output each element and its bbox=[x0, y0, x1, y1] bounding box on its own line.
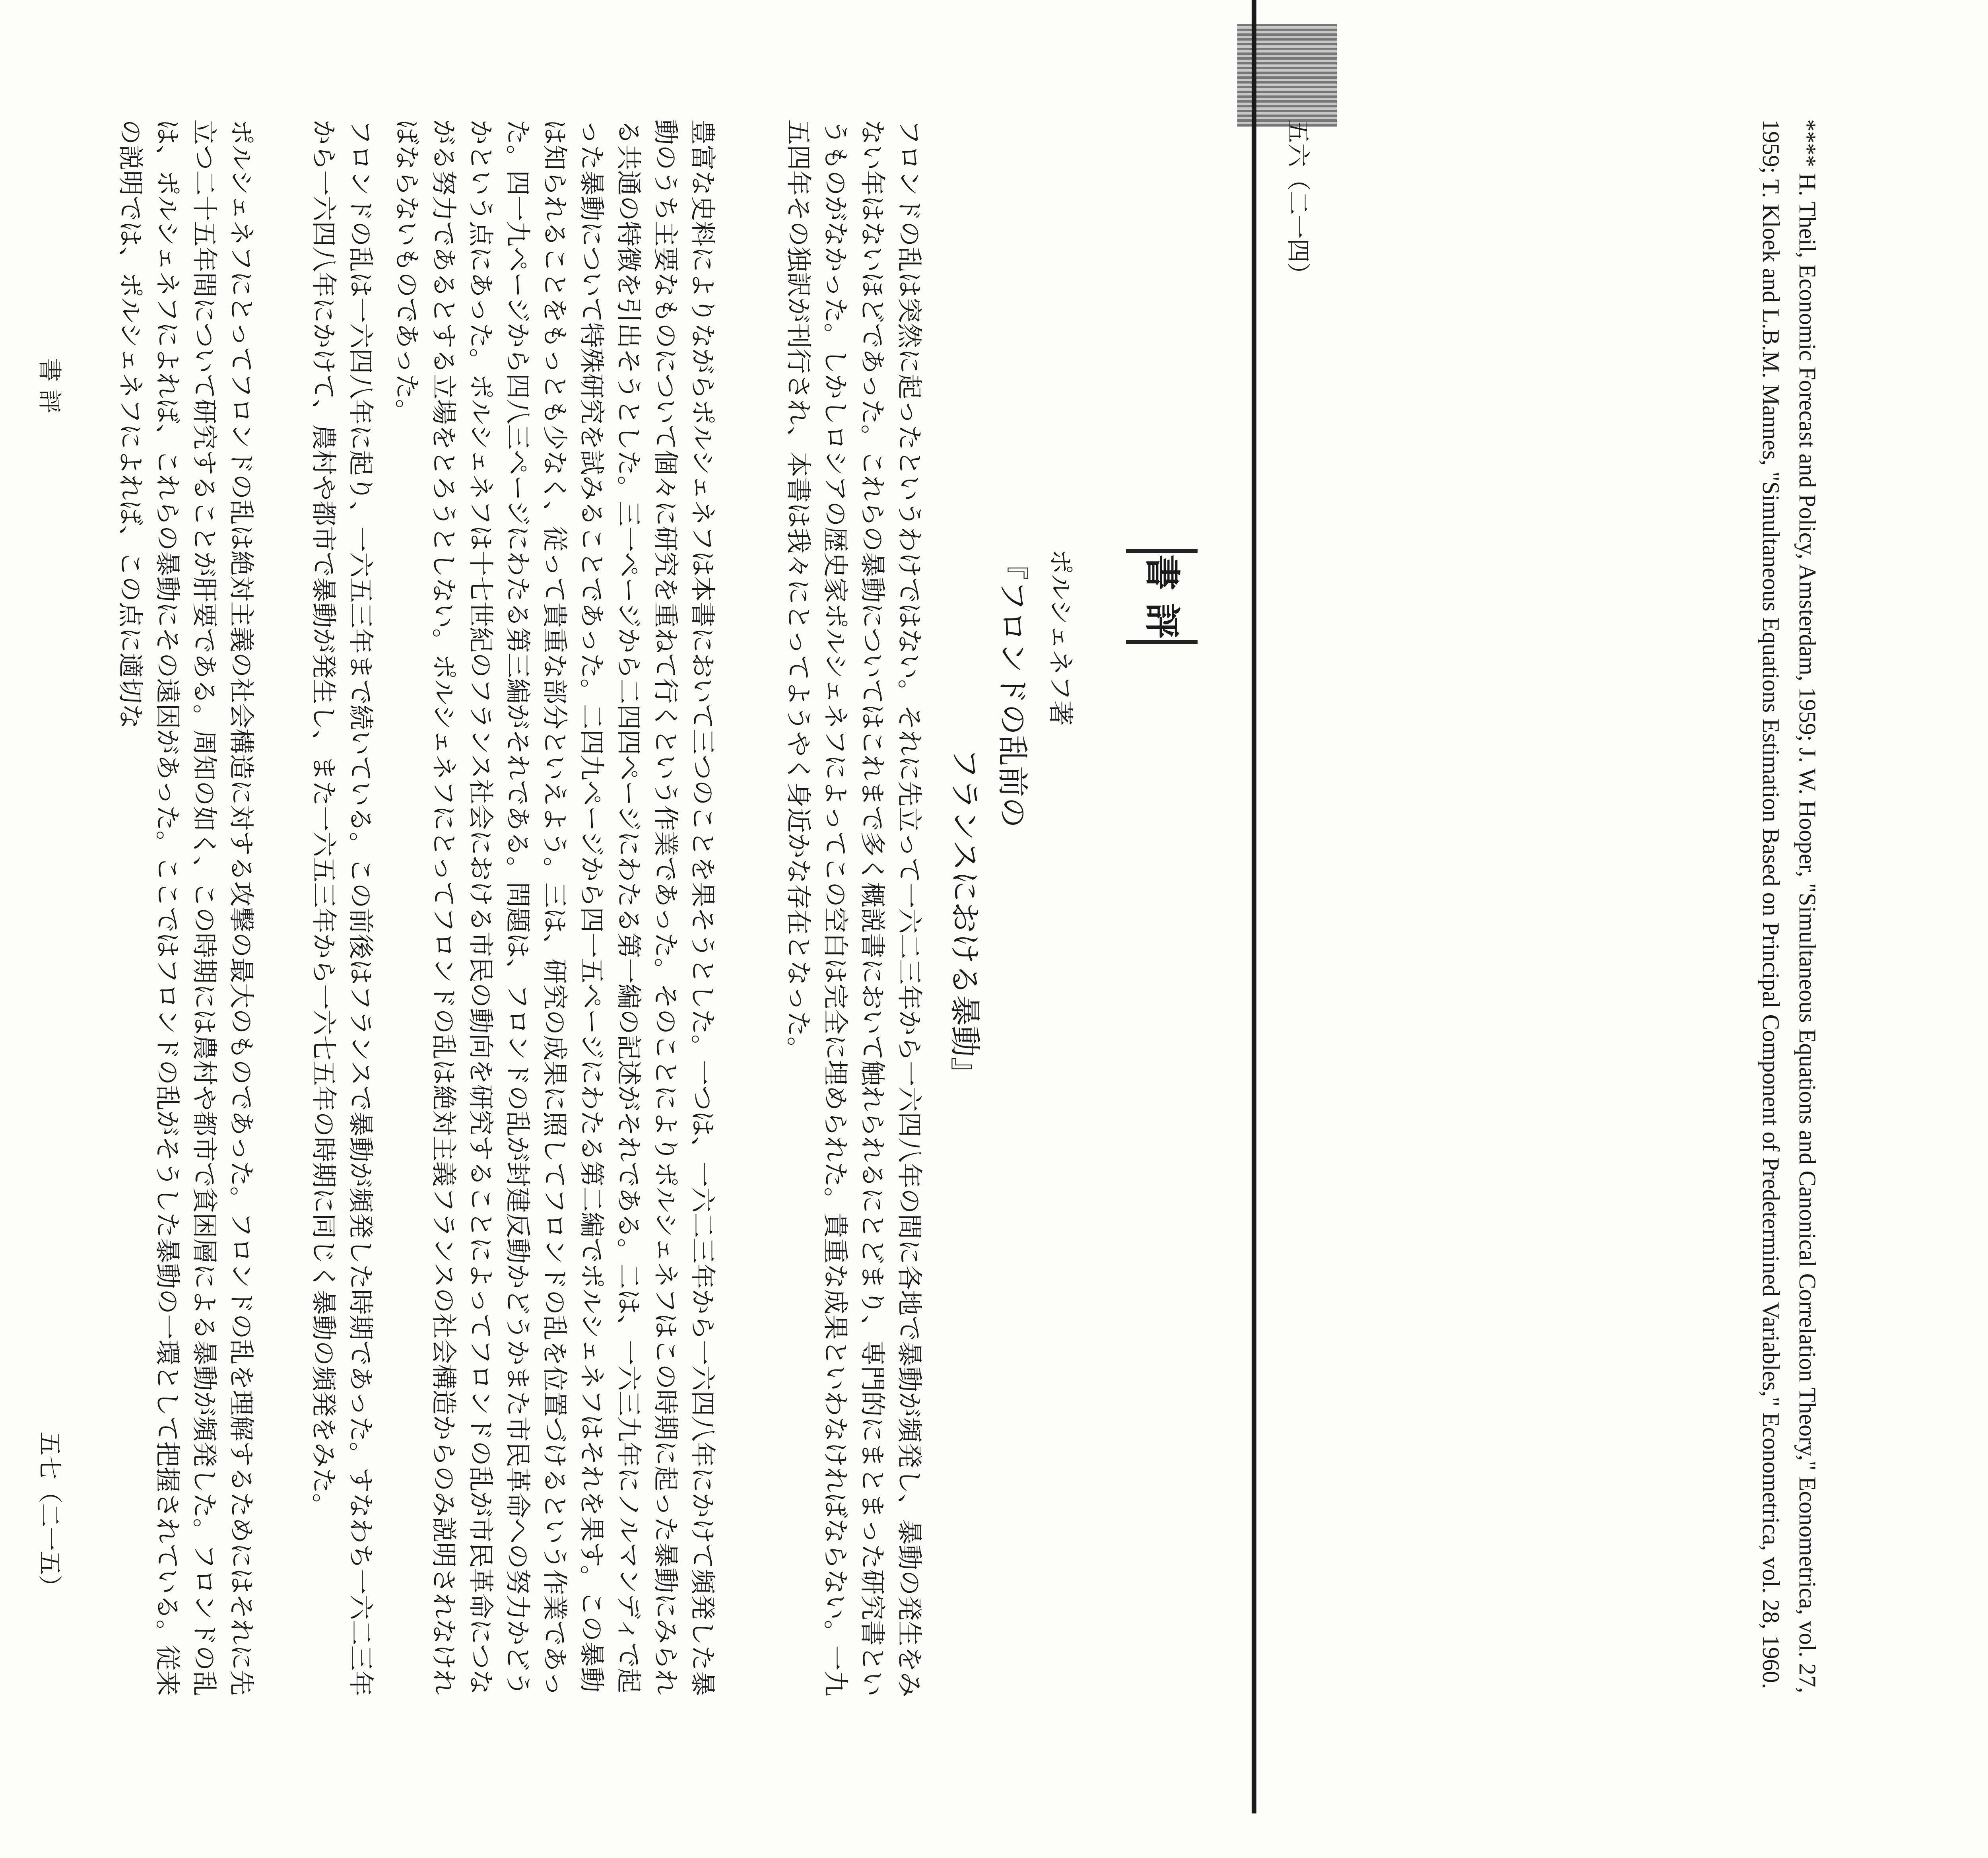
left-page-number: 五六（二一四） bbox=[1284, 119, 1312, 286]
footnote-4: **** H. Theil, Economic Forecast and Policy, Amsterdam, 1959; J. W. Hooper, "Simultaneous Equations and Canonical Correlation Theory," Econometrica, vol. 27, 1959; T. Kloek and L.B.M. Mannes, "Simultaneous Equations Estimation Based on Principal Component of Predetermined Variables," Econometrica, vol. 28, 1960. bbox=[1758, 119, 1821, 1693]
right-page-number: 五七（二一五） bbox=[35, 1432, 63, 1599]
book-title-line2: フランスにおける暴動』 bbox=[947, 748, 982, 1088]
book-author: ポルシェネフ著 bbox=[1045, 549, 1075, 726]
footer-label: 書 評 bbox=[35, 358, 63, 414]
review-paragraph-1: フロンドの乱は突然に起ったというわけではない。それに先立って一六二三年から一六四八年の間に各地で暴動が頻発し、暴動の発生をみない年はないほどであった。これらの暴動についてはこれまで多く概説書において触れられるにとどまり、専門的にまとまった研究書というものがなかった。しかしロシアの歴史家ポルシェネフによってこの空白は完全に埋められた。貴重な成果といわなければならない。一九五四年その独訳が刊行され、本書は我々にとってようやく身近かな存在となった。 bbox=[783, 119, 924, 1697]
section-label-box bbox=[1126, 549, 1198, 644]
review-paragraph-3: フロンドの乱は一六四八年に起り、一六五三年まで続いている。この前後はフランスで暴動が頻発した時期であった。すなわち一六二三年から一六四八年にかけて、農村や都市で暴動が発生し、また一六五三年から一六七五年の時期に同じく暴動の頻発をみた。 bbox=[309, 119, 375, 1697]
review-paragraph-2: 豊富な史料によりながらポルシェネフは本書において三つのことを果そうとした。一つは、一六二三年から一六四八年にかけて頻発した暴動のうち主要なものについて個々に研究を重ねて行くという作業であった。そのことによりポルシェネフはこの時期に起った暴動にみられる共通の特徴を引出そうとした。三一ページから二四四ページにわたる第一編の記述がそれである。二は、一六三九年にノルマンディで起った暴動について特殊研究を試みることであった。二四九ページから四一五ページにわたる第二編でポルシェネフはそれを果す。この暴動は知られることをもっとも少なく、従って貴重な部分といえよう。三は、研究の成果に照してフロンドの乱を位置づけるという作業であった。四一九ページから四八三ページにわたる第三編がそれである。問題は、フロンドの乱が封建反動かどうかまた市民革命への努力かどうかという点にあった。ポルシェネフは十七世紀のフランス社会における市民の動向を研究することによってフロンドの乱が市民革命につながる努力であるとする立場をとろうとしない。ポルシェネフにとってフロンドの乱は絶対主義フランスの社会構造からのみ説明されなければならないものであった。 bbox=[392, 119, 717, 1697]
review-paragraph-4: ポルシェネフにとってフロンドの乱は絶対主義の社会構造に対する攻撃の最大のものであった。フロンドの乱を理解するためにはそれに先立つ二十五年間について研究することが肝要である。周知の如く、この時期には農村や都市で貧困層による暴動が頻発した。フロンドの乱は、ポルシェネフによれば、これらの暴動にその遠因があった。ここではフロンドの乱がそうした暴動の一環として把握されている。従来の説明では、ポルシェネフによれば、この点に適切な bbox=[115, 119, 256, 1697]
book-title-line1: 『フロンドの乱前の bbox=[994, 549, 1030, 828]
left-page bbox=[1253, 0, 1988, 1858]
section-label: 書 評 bbox=[1141, 554, 1183, 639]
